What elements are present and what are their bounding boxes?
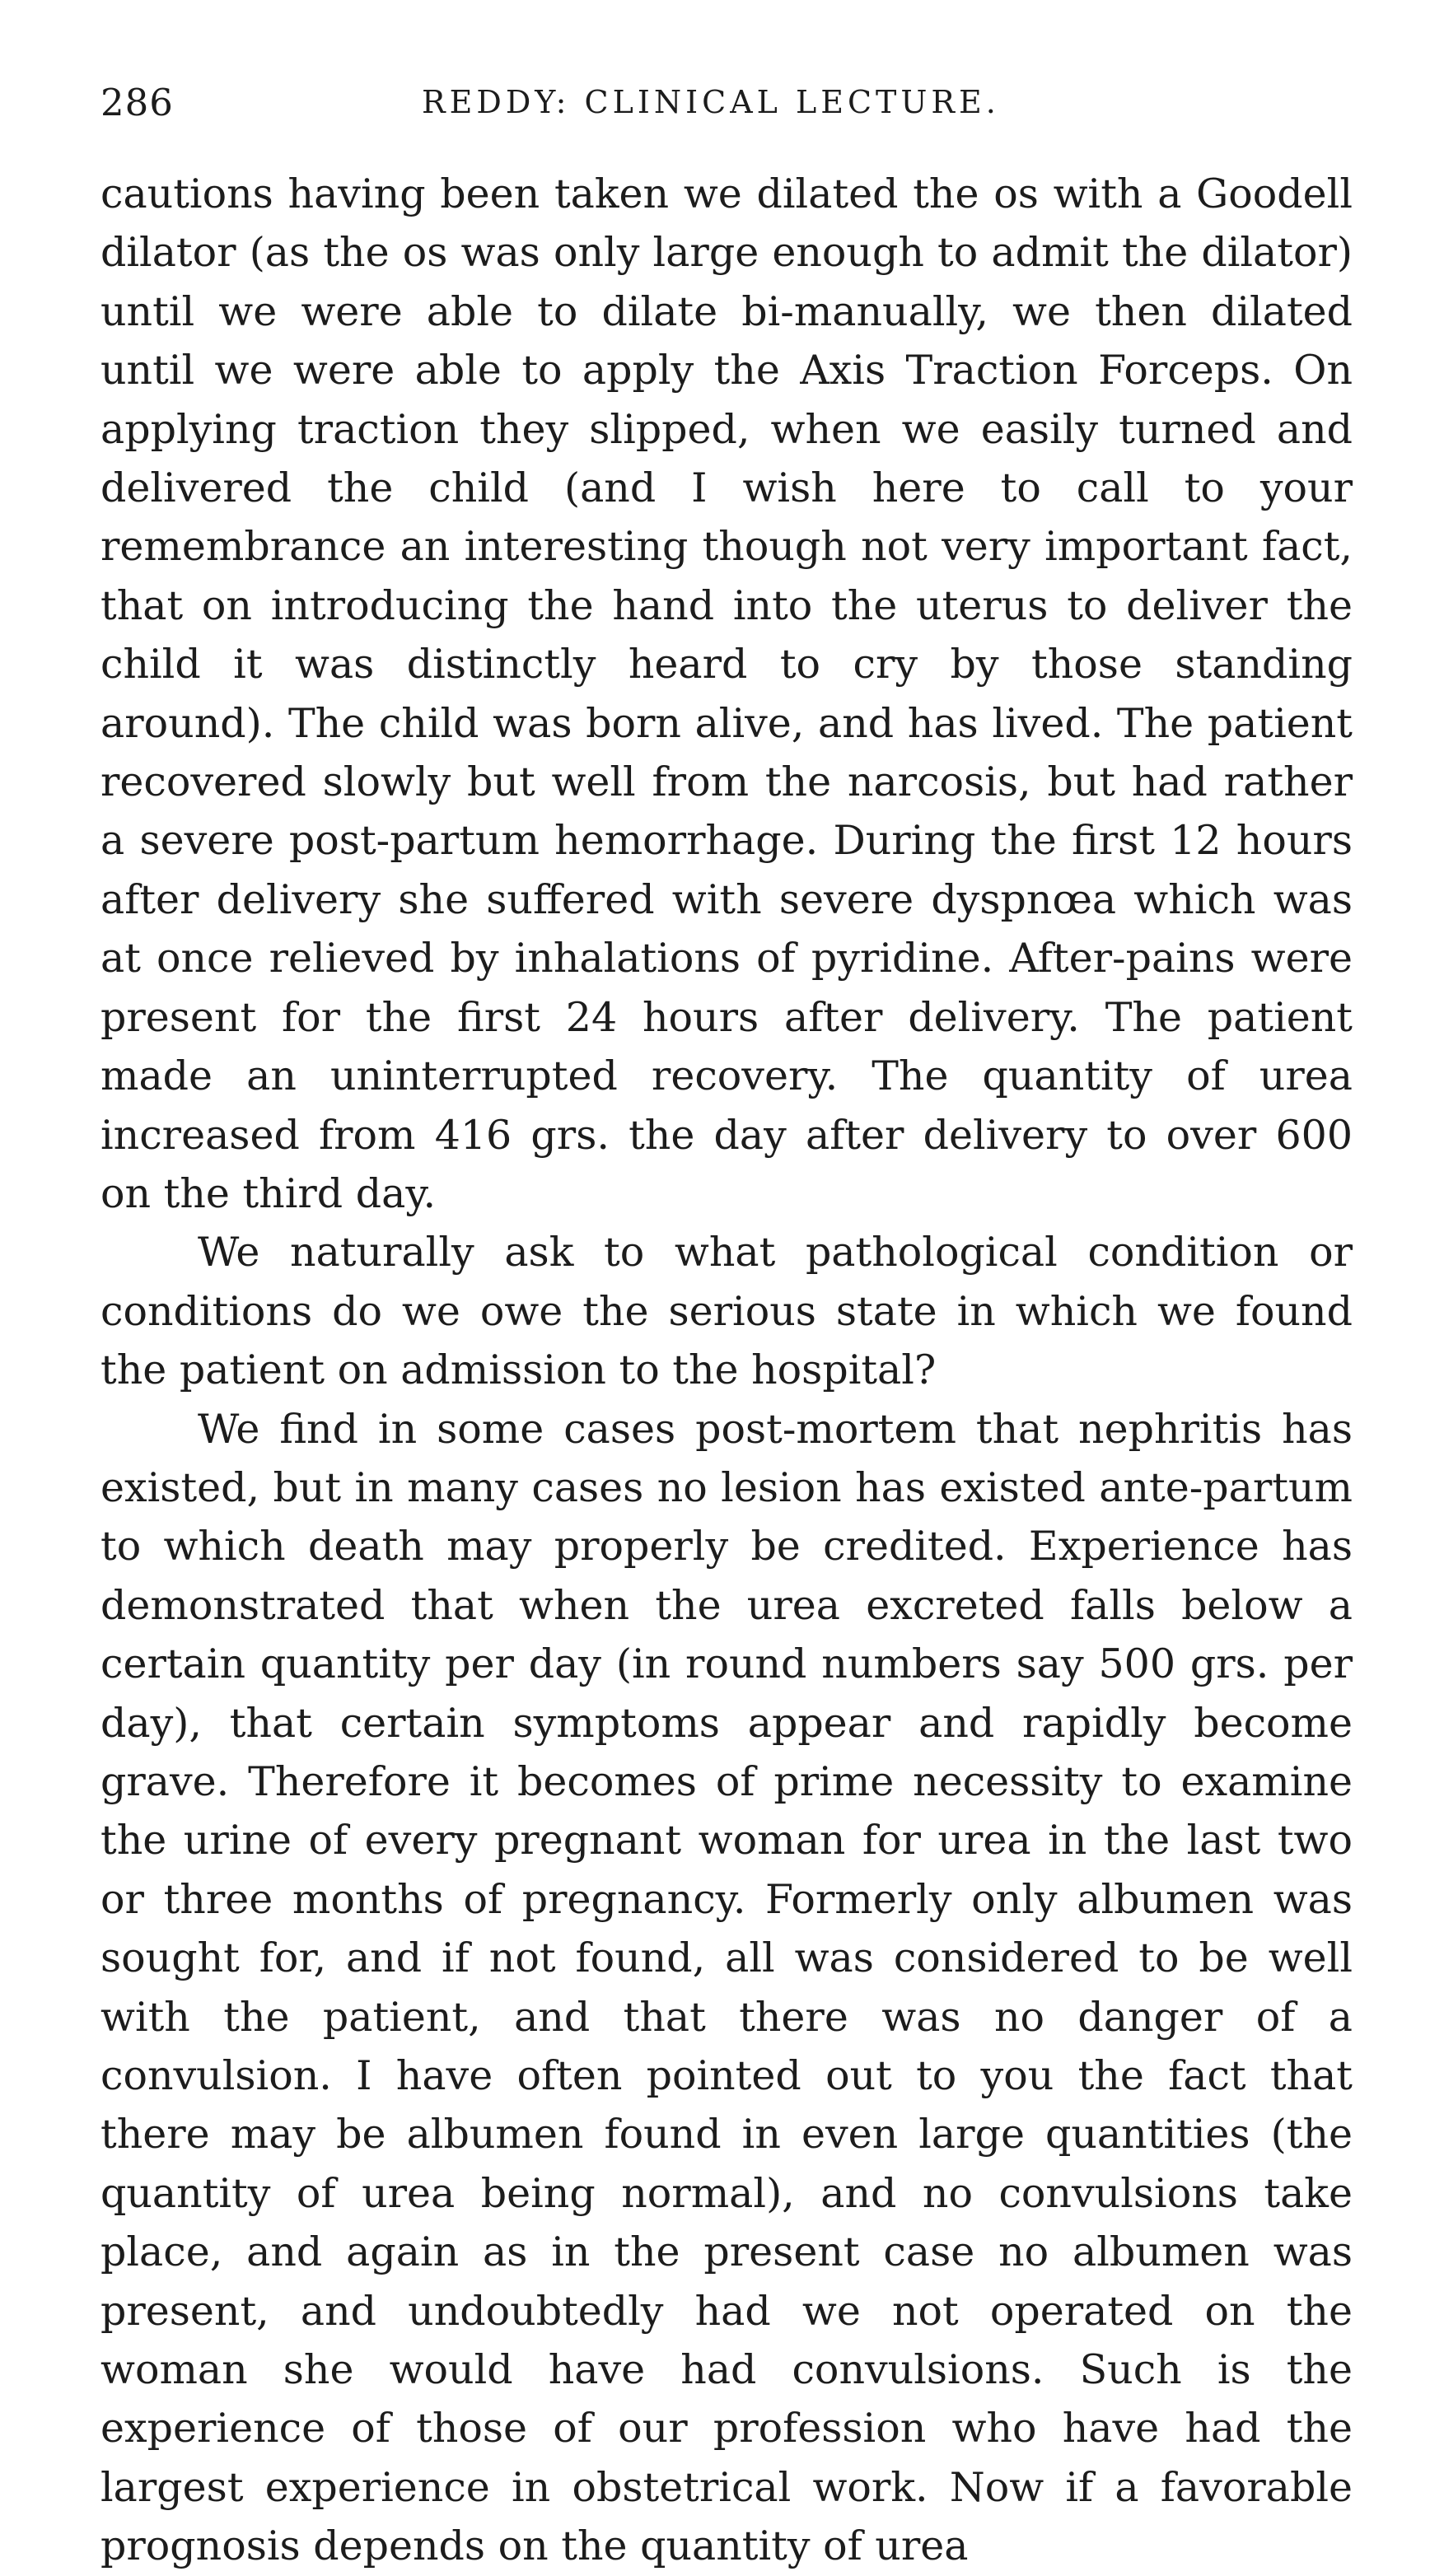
page-header [100,81,1353,140]
running-head: REDDY: CLINICAL LECTURE. [422,84,1000,120]
page-number: 286 [100,81,174,124]
paragraph-continued: cautions having been taken we dilated the os with a Goodell dilator (as the os was only large enough to admit the dilator) until we were able to dilate bi-manually, we then dilated until we were able to apply the Axis Traction Forceps. On applying traction they slipped, when we easily turned and delivered the child (and I wish here to call to your remembrance an interesting though not very important fact, that on introducing the hand into the uterus to deliver the child it was distinctly heard to cry by those standing around). The child was born alive, and has lived. The patient recovered slowly but well from the narcosis, but had rather a severe post-partum hemorrhage. During the first 12 hours after delivery she suffered with severe dyspnœa which was at once relieved by inhalations of pyridine. After-pains were present for the first 24 hours after delivery. The patient made an uninterrupted recovery. The quantity of urea increased from 416 grs. the day after delivery to over 600 on the third day. [100,170,1353,1217]
paragraph-urea: We find in some cases post-mortem that nephritis has existed, but in many cases no lesion has existed ante-partum to which death may properly be credited. Experience has demonstrated that when the urea excreted falls below a certain quantity per day (in round numbers say 500 grs. per day), that certain symptoms appear and rapidly become grave. Therefore it becomes of prime necessity to examine the urine of every pregnant woman for urea in the last two or three months of pregnancy. Formerly only albumen was sought for, and if not found, all was considered to be well with the patient, and that there was no danger of a convulsion. I have often pointed out to you the fact that there may be albumen found in even large quantities (the quantity of urea being normal), and no convulsions take place, and again as in the present case no albumen was present, and undoubtedly had we not operated on the woman she would have had convulsions. Such is the experience of those of our profession who have had the largest experience in obstetrical work. Now if a favorable prognosis depends on the quantity of urea [100,1405,1353,2570]
paragraph-question: We naturally ask to what pathological condition or conditions do we owe the serious state in which we found the patient on admission to the hospital? [100,1229,1353,1394]
body-text [100,165,1353,2576]
